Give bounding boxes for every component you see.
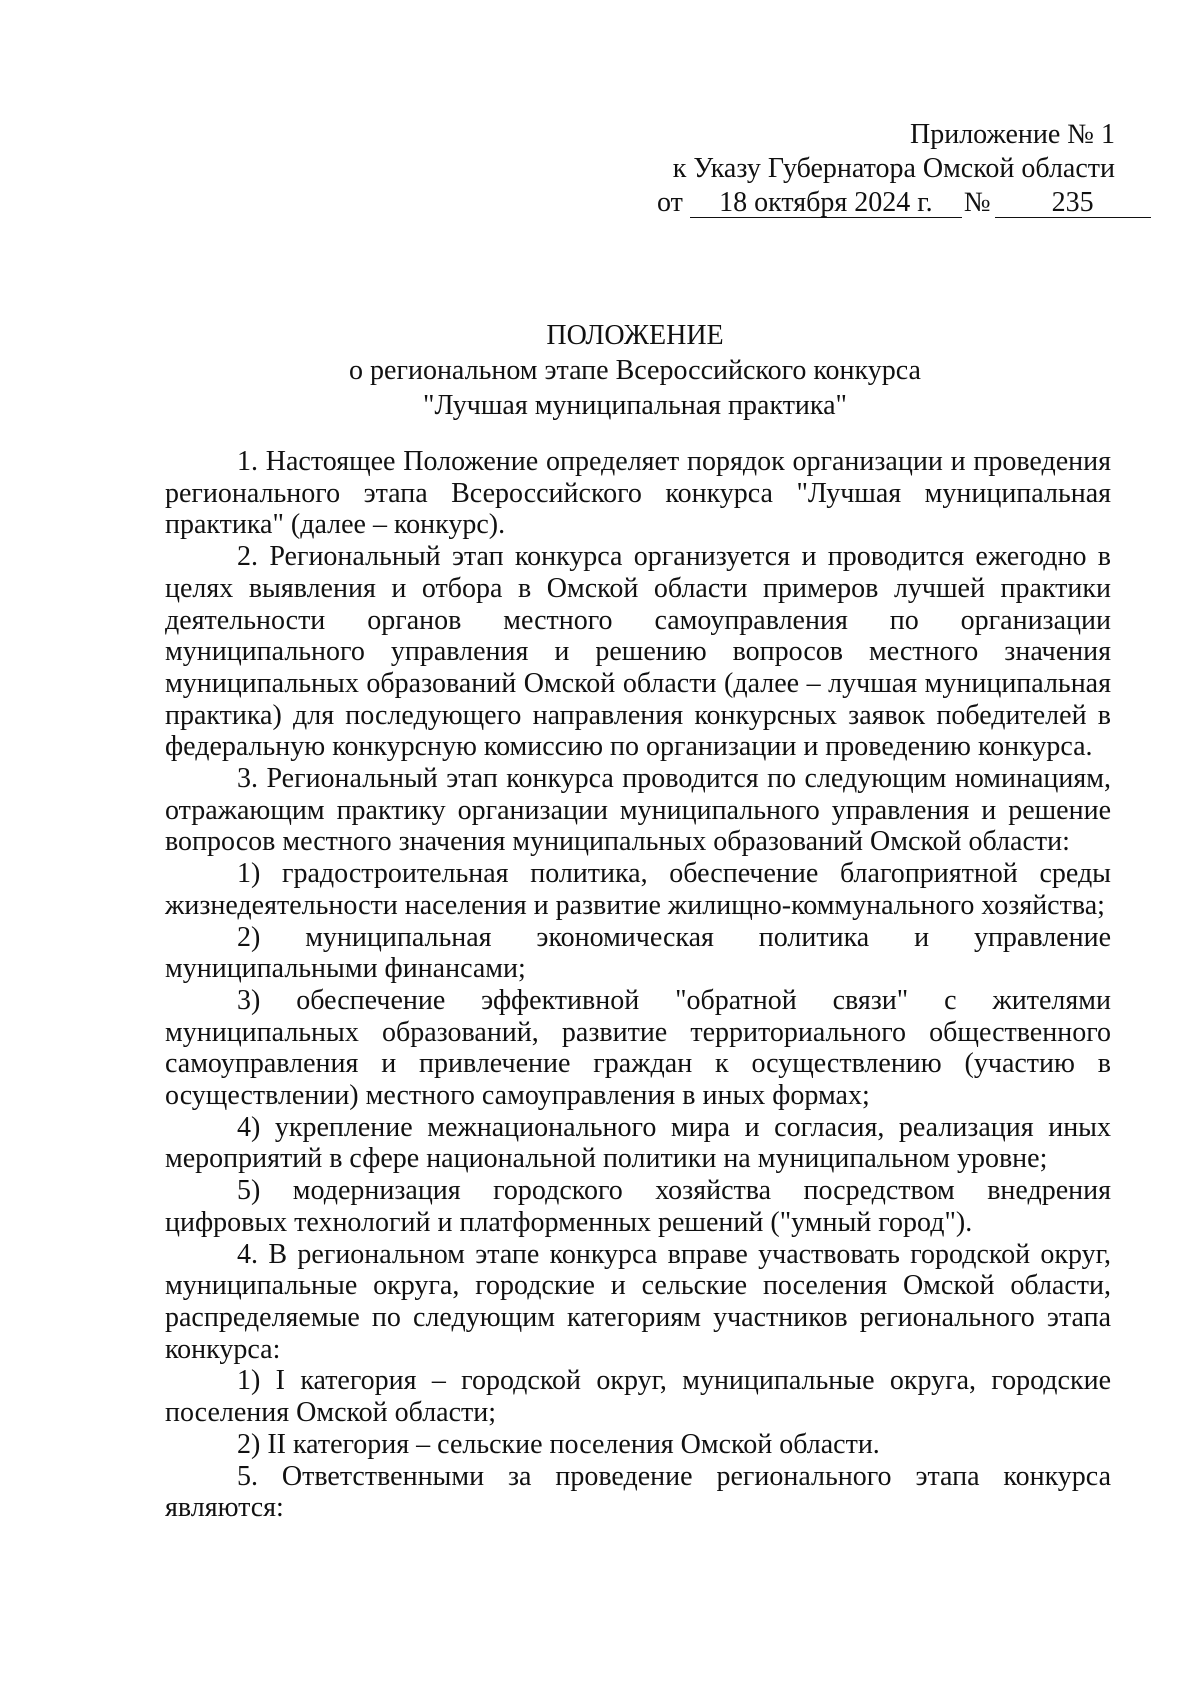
paragraph-1: 1. Настоящее Положение определяет порядок организации и проведения регионального этапа Всероссийского конкурса "Лучшая муниципальная практика" (далее – конкурс). <box>165 446 1111 541</box>
nomination-2: 2) муниципальная экономическая политика и управление муниципальными финансами; <box>165 921 1111 985</box>
paragraph-5: 5. Ответственными за проведение регионального этапа конкурса являются: <box>165 1460 1111 1524</box>
category-1: 1) I категория – городской округ, муниципальные округа, городские поселения Омской области; <box>165 1365 1111 1429</box>
document-body <box>165 446 1111 1524</box>
title-line-1: о региональном этапе Всероссийского конкурса <box>349 355 921 386</box>
decree-date: 18 октября 2024 г. <box>690 189 962 218</box>
appendix-number: Приложение № 1 <box>910 119 1115 150</box>
nomination-4: 4) укрепление межнационального мира и согласия, реализация иных мероприятий в сфере национальной политики на муниципальном уровне; <box>165 1111 1111 1175</box>
appendix-header <box>600 118 1115 220</box>
decree-number: 235 <box>995 189 1151 218</box>
nomination-5: 5) модернизация городского хозяйства посредством внедрения цифровых технологий и платформенных решений ("умный город"). <box>165 1175 1111 1238</box>
document-title <box>140 318 1130 423</box>
paragraph-4: 4. В региональном этапе конкурса вправе участвовать городской округ, муниципальные округа, городские и сельские поселения Омской области, распределяемые по следующим категориям участников регионального этапа конкурса: <box>165 1238 1111 1365</box>
from-label: от <box>657 187 683 218</box>
number-sign: № <box>963 187 991 218</box>
category-2: 2) II категория – сельские поселения Омской области. <box>237 1428 880 1460</box>
decree-date-number-line <box>600 186 1115 220</box>
decree-reference: к Указу Губернатора Омской области <box>672 153 1115 184</box>
nomination-1: 1) градостроительная политика, обеспечение благоприятной среды жизнедеятельности населения и развитие жилищно-коммунального хозяйства; <box>165 858 1111 921</box>
title-line-2: "Лучшая муниципальная практика" <box>423 390 847 421</box>
title-heading: ПОЛОЖЕНИЕ <box>546 320 724 351</box>
paragraph-3: 3. Региональный этап конкурса проводится по следующим номинациям, отражающим практику организации муниципального управления и решение вопросов местного значения муниципальных образований Омской области: <box>165 763 1111 858</box>
paragraph-2: 2. Региональный этап конкурса организуется и проводится ежегодно в целях выявления и отбора в Омской области примеров лучшей практики деятельности органов местного самоуправления по организации муниципального управления и решению вопросов местного значения муниципальных образований Омской области (далее – лучшая муниципальная практика) для последующего направления конкурсных заявок победителей в федеральную конкурсную комиссию по организации и проведению конкурса. <box>165 541 1111 763</box>
nomination-3: 3) обеспечение эффективной "обратной связи" с жителями муниципальных образований, развитие территориального общественного самоуправления и привлечение граждан к осуществлению (участию в осуществлении) местного самоуправления в иных формах; <box>165 984 1111 1112</box>
